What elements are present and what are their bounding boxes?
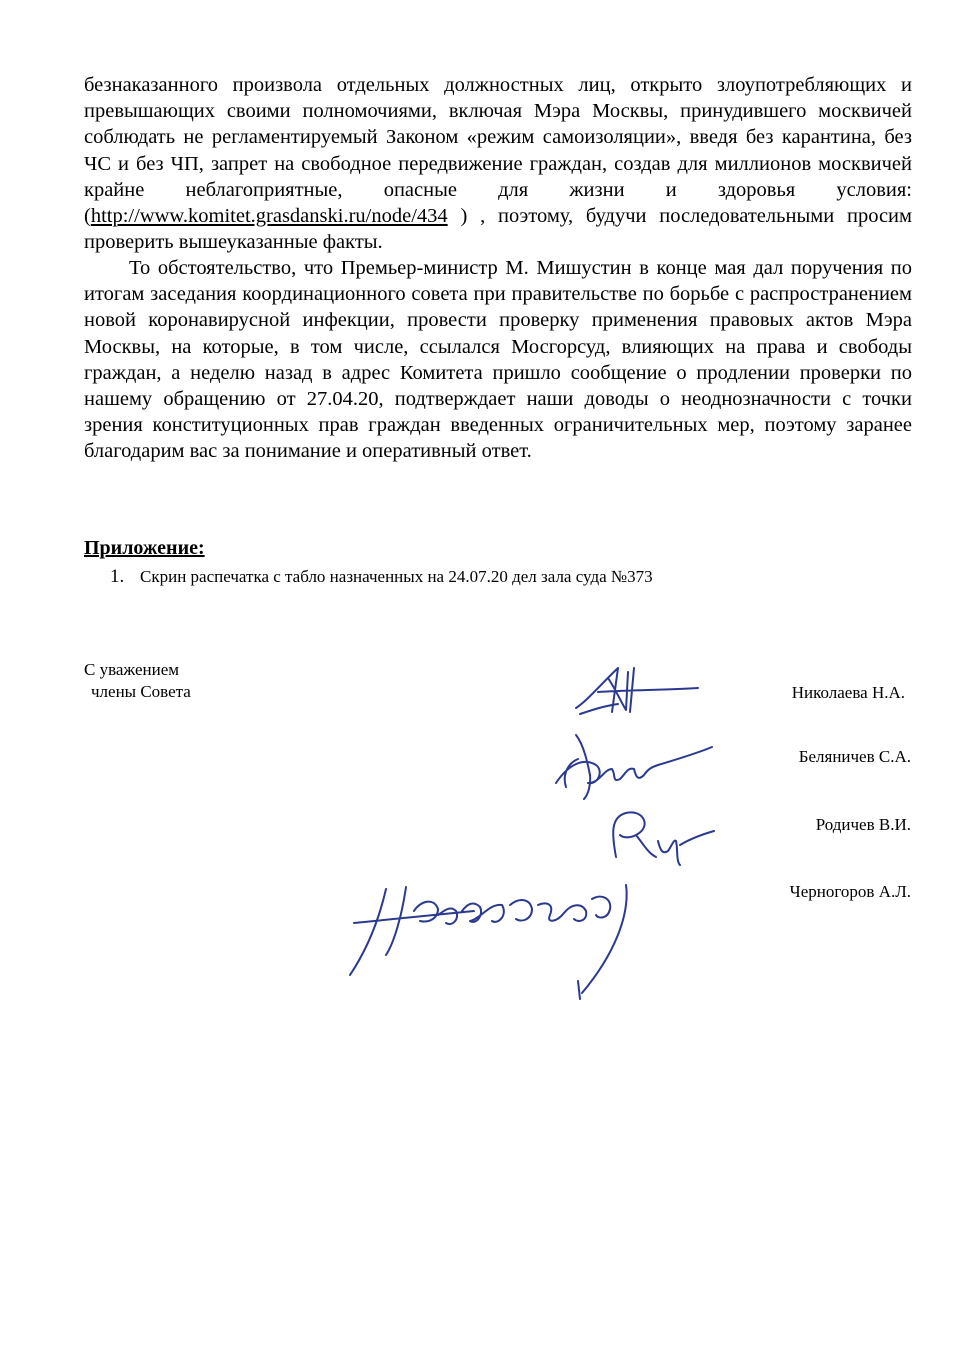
signer-name: Родичев В.И. <box>815 815 911 834</box>
signature-image <box>334 875 654 1005</box>
signer-name: Беляничев С.А. <box>798 747 911 766</box>
attachment-heading: Приложение: <box>84 537 205 559</box>
list-item-number: 1. <box>110 566 125 587</box>
signer-name: Черногоров А.Л. <box>789 882 911 901</box>
list-item-text: Скрин распечатка с табло назначенных на 24.07.20 дел зала суда №373 <box>140 567 653 586</box>
closing-block <box>84 659 191 703</box>
signer-name: Николаева Н.А. <box>791 683 905 702</box>
paragraph-1-text-start: безнаказанного произвола отдельных должностных лиц, открыто злоупотребляющих и превышающих своими полномочиями, включая Мэра Москвы, принудившего москвичей соблюдать не регламентируемый Законом «режим самоизоляции», введя без карантина, без ЧС и без ЧП, запрет на свободное передвижение граждан, создав для миллионов москвичей крайне неблагоприятные, опасные для жизни и здоровья условия: ( <box>84 74 912 228</box>
body-paragraph-2 <box>84 255 912 465</box>
signature-image <box>548 725 718 805</box>
komitet-link[interactable]: http://www.komitet.grasdanski.ru/node/434 <box>90 205 448 228</box>
signature-image <box>568 660 708 720</box>
paragraph-2-text: То обстоятельство, что Премьер-министр М. Мишустин в конце мая дал поручения по итогам заседания координационного совета при правительстве по борьбе с распространением новой коронавирусной инфекции, провести проверку применения правовых актов Мэра Москвы, на которые, в том числе, ссылался Мосгорсуд, влияющих на права и свободы граждан, а неделю назад в адрес Комитета пришло сообщение о продлении проверки по нашему обращению от 27.04.20, подтверждает наши доводы о неоднозначности с точки зрения конституционных прав граждан введенных ограничительных мер, поэтому заранее благодарим вас за понимание и оперативный ответ. <box>84 257 912 463</box>
closing-members: члены Совета <box>91 682 191 701</box>
signature-image <box>596 805 726 870</box>
closing-salutation: С уважением <box>84 660 180 679</box>
attachment-list-item <box>110 566 653 588</box>
body-paragraph-1 <box>84 72 912 255</box>
paragraph-1-text-end: ) , поэтому, будучи последовательными просим проверить вышеуказанные факты. <box>84 205 912 254</box>
